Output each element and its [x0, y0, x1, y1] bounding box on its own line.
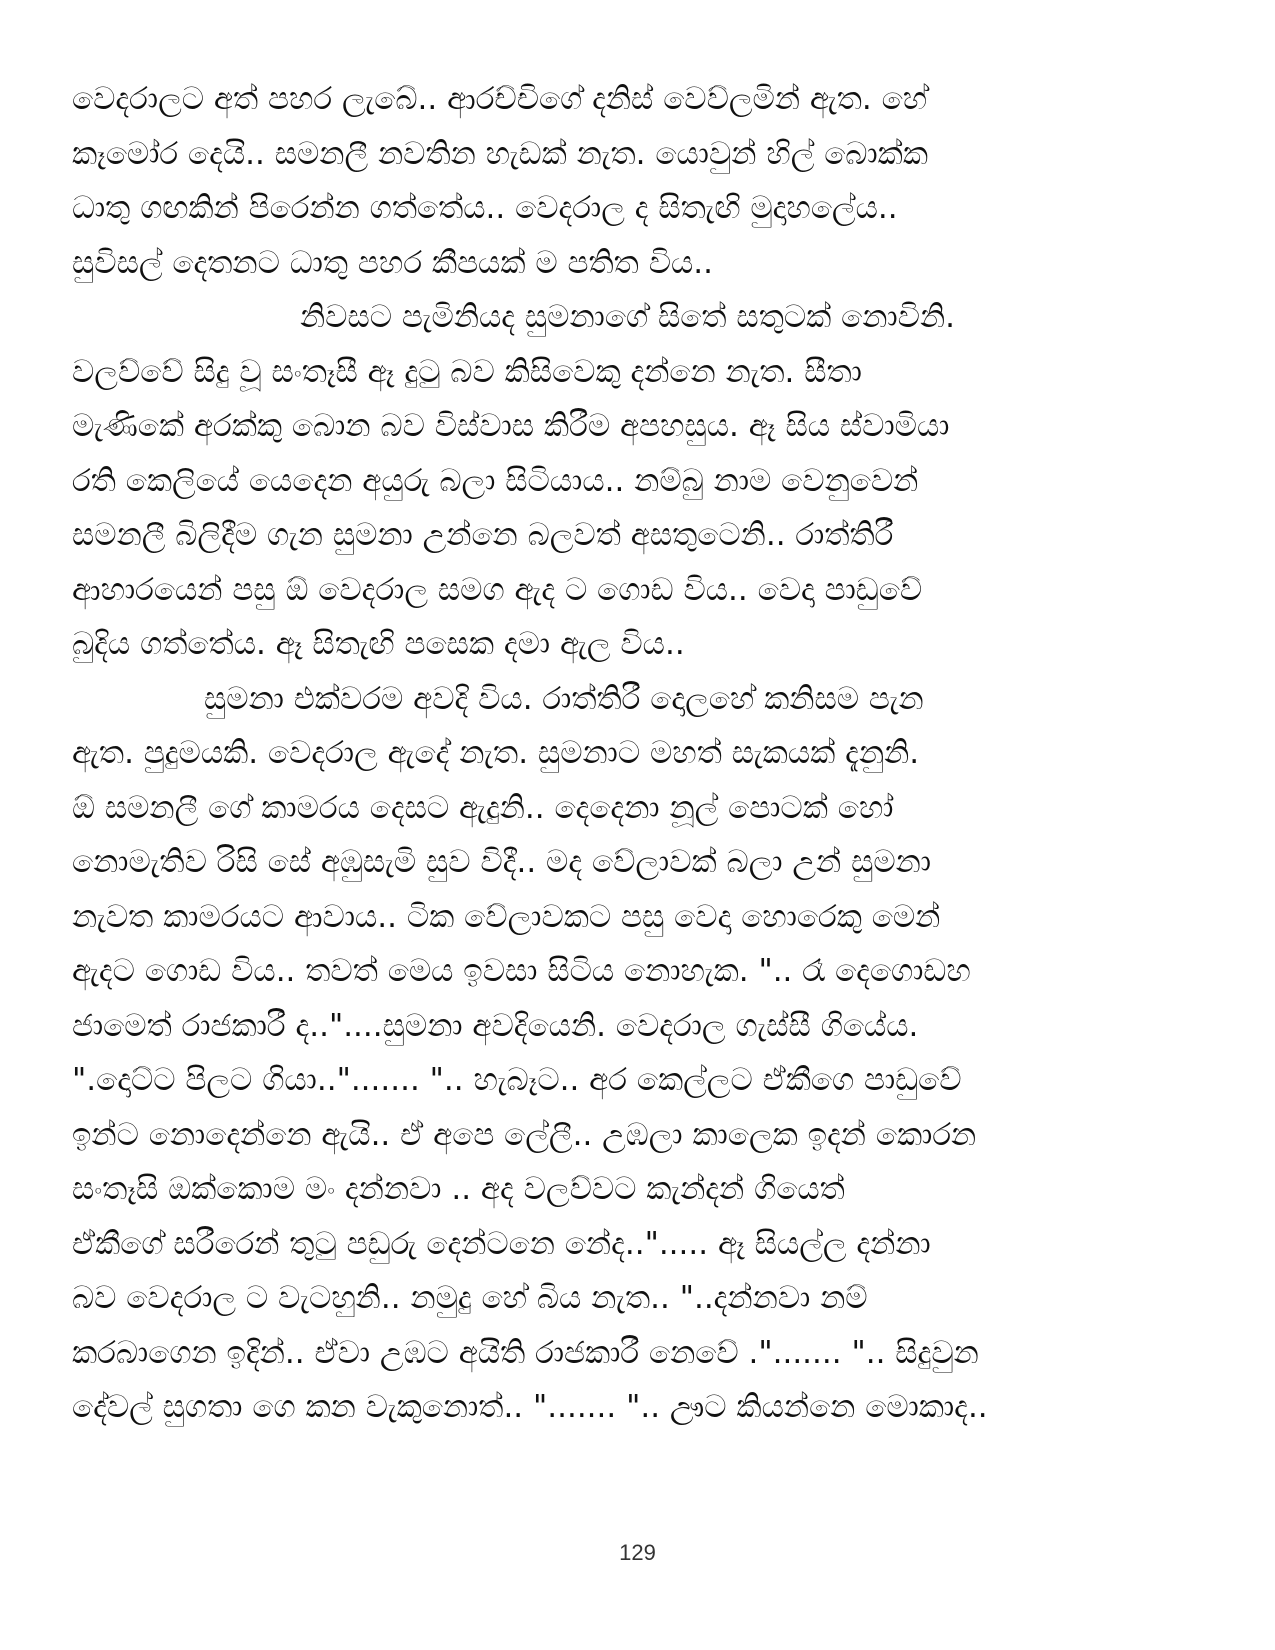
- text-line: ජාමෙත් රාජකාරී ද.."....සුමනා අවදියෙනි. වෙදරාල ගැස්සී ගියේය.: [72, 1007, 919, 1044]
- text-line: දේවල් සුගතා ගෙ කන වැකුනොත්.. "....... ".. ඌට කියන්නෙ මොකාද..: [72, 1389, 988, 1425]
- text-line: ඇත. පුදුමයකි. වෙදරාල ඇදේ නැත. සුමනාට මහත් සැකයක් දැනුනි.: [72, 735, 920, 771]
- text-line: ආහාරයෙන් පසු ඕ වෙදරාල සමග ඇද ට ගොඩ විය.. වෙදා පාඩුවේ: [72, 571, 923, 608]
- text-line: බව වෙදරාල ට වැටහුනි.. නමුදු හේ බිය නැත.. "..දන්නවා නම්: [72, 1280, 868, 1316]
- text-line: කෑමෝර දෙයි.. සමනලී නවතින හැඩක් නැත. යොවුන් හිල් බොක්ක: [72, 135, 929, 172]
- text-line: රති කෙලියේ යෙදෙන අයුරු බලා සිටියාය.. නම්බු නාම වෙනුවෙන්: [72, 462, 919, 499]
- text-line: මැණිකේ අරක්කු බොන බව විස්වාස කිරීම අපහසුය. ඈ සිය ස්වාමියා: [72, 408, 950, 444]
- text-line: සංතෑසි ඔක්කොම මං දන්නවා .. අද වලව්වට කැන්දන් ගියෙත්: [72, 1171, 845, 1207]
- text-line: නැවත කාමරයට ආවාය.. ටික වේලාවකට පසු වෙදා හොරෙකු මෙන්: [72, 898, 941, 935]
- text-line: සුවිසල් දෙතනට ධාතු පහර කීපයක් ම පතිත විය..: [72, 244, 713, 281]
- text-line: ඕ සමනලී ගේ කාමරය දෙසට ඇදුනි.. දෙදෙනා නූල් පොටක් හෝ: [72, 789, 894, 826]
- text-line: සමනලී බිලිදීම ගැන සුමනා උන්නෙ බලවත් අසතුටෙනි.. රාත්තිරී: [72, 517, 894, 553]
- text-line: ඇදට ගොඩ විය.. තවත් මෙය ඉවසා සිටිය නොහැක. ".. රෑ දෙගොඩහ: [72, 953, 971, 989]
- text-line: වෙදරාලට අත් පහර ලැබේ.. ආරච්චිගේ දනිස් වෙව්ලමින් ඇත. හේ: [72, 81, 928, 117]
- text-line: ".දොට්ට පිලට ගියා.."....... ".. හැබෑට.. අර කෙල්ලට ඒකීගෙ පාඩුවේ: [72, 1062, 962, 1098]
- page-number: 129: [619, 1540, 656, 1565]
- paragraph-start-line: සුමනා එක්වරම අවදි විය. රාත්තිරී දොලහේ කනිසම පැන: [204, 680, 924, 717]
- body-text: [72, 72, 1152, 1435]
- text-line: කරබාගෙන ඉදින්.. ඒවා උඹට අයිති රාජකාරී නෙවේ ."....... ".. සිදුවුන: [72, 1334, 979, 1371]
- text-line: ඒකීගේ සරීරෙන් තුටු පඩුරු දෙන්ටනෙ නේද.."..... ඈ සියල්ල දන්නා: [72, 1225, 931, 1262]
- text-line: ඉන්ට නොදෙන්නෙ ඇයි.. ඒ අපෙ ලේලී.. උඹලා කාලෙක ඉදන් කොරන: [72, 1116, 977, 1153]
- text-line: ධාතු ගඟකින් පිරෙන්න ගත්තේය.. වෙදරාල ද සිතැඟි මුදාහලේය..: [72, 190, 898, 226]
- text-line: වලව්වේ සිදු වූ සංතෑසී ඈ දුටු බව කිසිවෙකු දන්නෙ නැත. සීතා: [72, 353, 862, 390]
- text-line: නොමැතිව රිසි සේ අඹුසැමි සුව විදී.. මද වේලාවක් බලා උන් සුමනා: [72, 844, 932, 880]
- text-line: බුදිය ගත්තේය. ඈ සිතැඟි පසෙක දමා ඇල විය..: [72, 626, 685, 662]
- paragraph-start-line: නිවසට පැමිනියද සුමනාගේ සිතේ සතුටක් නොවිනි.: [300, 299, 955, 335]
